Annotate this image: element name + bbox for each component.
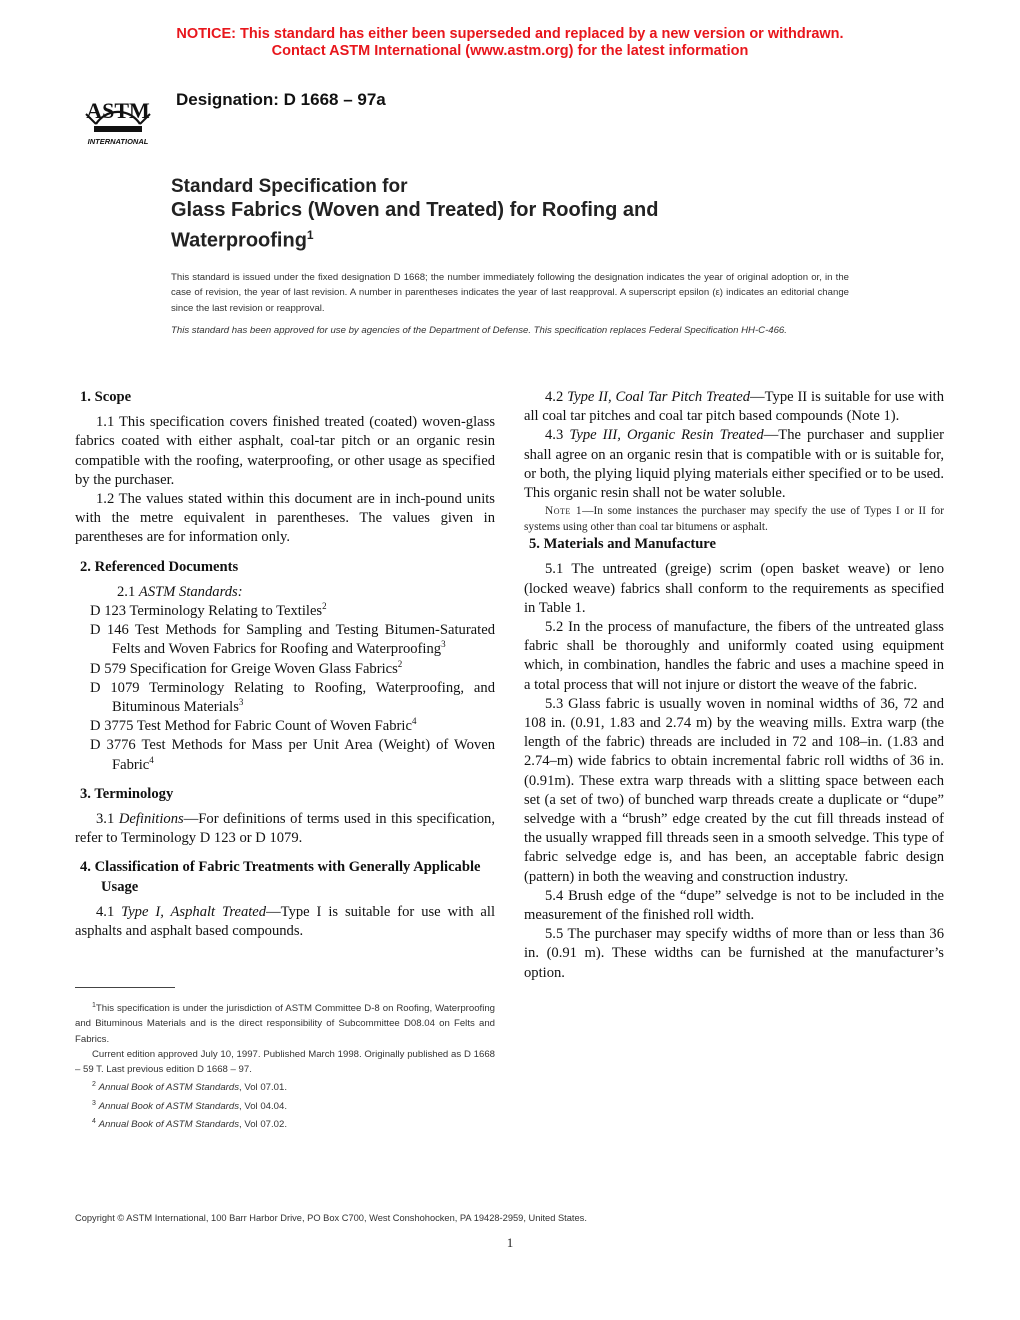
- copyright-notice: Copyright © ASTM International, 100 Barr Harbor Drive, PO Box C700, West Conshohocken, PA 19428-2959, United States.: [75, 1213, 587, 1223]
- paragraph-3-1: 3.1 Definitions—For definitions of terms used in this specification, refer to Terminology D 123 or D 1079.: [75, 811, 495, 847]
- footnotes: [75, 998, 495, 1132]
- section-5-heading: 5. Materials and Manufacture: [529, 536, 716, 553]
- section-2-heading: 2. Referenced Documents: [80, 558, 239, 575]
- note-1: Note 1—In some instances the purchaser may specify the use of Types I or II for systems using other than coal tar bitumens or asphalt.: [524, 505, 945, 534]
- paragraph-1-1: 1.1 This specification covers finished treated (coated) woven-glass fabrics coated with either asphalt, coal-tar pitch or an organic resin compatible with the roofing, waterproofing, or other usage as specified by the purchaser.: [75, 414, 495, 488]
- left-column: [75, 388, 495, 941]
- withdrawal-notice: [0, 26, 1020, 60]
- section-4-heading: 4. Classification of Fabric Treatments with Generally Applicable Usage: [80, 859, 481, 895]
- ref-d123: D 123 Terminology Relating to Textiles$^2$: [90, 601, 327, 620]
- footnote-1: $^1$This specification is under the jurisdiction of ASTM Committee D-8 on Roofing, Waterproofing and Bituminous Materials and is the direct responsibility of Subcommittee D08.04 on Felts and Fabrics.: [75, 1002, 495, 1045]
- paragraph-4-3: 4.3 Type III, Organic Resin Treated—The purchaser and supplier shall agree on an organic resin that is compatible with or is suitable for, or both, the plying liquid plying materials either specified or to be used. This organic resin shall not be water soluble.: [524, 427, 944, 502]
- document-title: [171, 175, 891, 254]
- title-footnote-mark: 1: [306, 228, 314, 242]
- logo-subtext: INTERNATIONAL: [87, 137, 149, 146]
- footnote-4: $^4$ Annual Book of ASTM Standards, Vol 07.02.: [92, 1117, 288, 1131]
- title-line-1: Standard Specification for: [171, 176, 408, 197]
- ref-d3775: D 3775 Test Method for Fabric Count of Woven Fabric$^4$: [90, 716, 417, 735]
- paragraph-1-2: 1.2 The values stated within this document are in inch-pound units with the metre equivalent in parentheses. The values given in parentheses are for information only.: [75, 491, 495, 546]
- ref-d1079: D 1079 Terminology Relating to Roofing, Waterproofing, and Bituminous Materials$^3$: [90, 679, 495, 716]
- footnote-divider: [75, 987, 175, 988]
- page-number: 1: [506, 1235, 514, 1250]
- paragraph-5-5: 5.5 The purchaser may specify widths of more than or less than 36 in. (0.91 m). These widths can be furnished at the manufacturer’s option.: [524, 926, 944, 981]
- footnote-3: $^3$ Annual Book of ASTM Standards, Vol 04.04.: [92, 1099, 288, 1112]
- paragraph-2-1: 2.1 ASTM Standards:: [117, 583, 243, 600]
- intro-designation-note: This standard is issued under the fixed designation D 1668; the number immediately following the designation indicates the year of original adoption or, in the case of revision, the year of last revision. A number in parentheses indicates the year of last reapproval. A superscript epsilon (ε) indicates an editorial change since the last revision or reapproval.: [171, 272, 849, 314]
- footnote-2: $^2$ Annual Book of ASTM Standards, Vol 07.01.: [92, 1081, 288, 1094]
- notice-line-1: NOTICE: This standard has either been superseded and replaced by a new version or withdrawn.: [176, 26, 844, 42]
- astm-logo: [76, 80, 160, 148]
- designation: Designation: D 1668 – 97a: [176, 90, 386, 109]
- paragraph-4-1: 4.1 Type I, Asphalt Treated—Type I is suitable for use with all asphalts and asphalt based compounds.: [75, 903, 495, 940]
- paragraph-4-2: 4.2 Type II, Coal Tar Pitch Treated—Type II is suitable for use with all coal tar pitches and coal tar pitch based compounds (Note 1).: [524, 389, 944, 425]
- ref-d146: D 146 Test Methods for Sampling and Testing Bitumen-Saturated Felts and Woven Fabrics for Roofing and Waterproofing$^3$: [90, 622, 495, 658]
- title-line-2: Glass Fabrics (Woven and Treated) for Roofing and: [171, 199, 659, 221]
- notice-line-2: Contact ASTM International (www.astm.org) for the latest information: [271, 43, 749, 59]
- logo-text: ASTM: [86, 98, 150, 123]
- right-column: [524, 388, 944, 983]
- paragraph-5-3: 5.3 Glass fabric is usually woven in nominal widths of 36, 72 and 108 in. (0.91, 1.83 and 2.74 m) by the weaving mills. Extra warp (the length of the fabric) threads are included in 72 and 108–in. (1.83 and 2.74–m) wide fabrics to obtain incremental fabric roll widths of 36 in. (0.91m). These extra warp threads with a slitting space between each set (a set of two) of bunched warp threads create a duplicate or “dupe” selvedge with a “brush” edge created by the cut fill threads instead of the usually wrapped fill threads seen in a smooth selvedge. This type of fabric selvedge edge is, and has been, an acceptable fabric design (pattern) in both the weaving and construction industry.: [524, 695, 944, 885]
- paragraph-5-4: 5.4 Brush edge of the “dupe” selvedge is not to be included in the measurement of the finished roll width.: [524, 887, 944, 924]
- title-line-3: Waterproofing: [171, 229, 307, 252]
- standard-intro: [171, 270, 849, 346]
- ref-d579: D 579 Specification for Greige Woven Glass Fabrics$^2$: [90, 658, 403, 677]
- section-3-heading: 3. Terminology: [80, 785, 174, 802]
- paragraph-5-2: 5.2 In the process of manufacture, the fibers of the untreated glass fabric shall be thoroughly and uniformly coated using equipment which, in combination, handles the fabric and uses a machine speed in a total process that will not injure or distort the weave of the fabric.: [524, 619, 944, 693]
- footnote-1-edition: Current edition approved July 10, 1997. Published March 1998. Originally published as D 1668 – 59 T. Last previous edition D 1668 – 97.: [75, 1048, 495, 1075]
- paragraph-5-1: 5.1 The untreated (greige) scrim (open basket weave) or leno (locked weave) fabrics shall conform to the requirements as specified in Table 1.: [524, 561, 944, 616]
- section-1-heading: 1. Scope: [80, 389, 132, 405]
- ref-d3776: D 3776 Test Methods for Mass per Unit Area (Weight) of Woven Fabric$^4$: [90, 737, 495, 773]
- intro-dod-approval: This standard has been approved for use by agencies of the Department of Defense. This specification replaces Federal Specification HH-C-466.: [171, 325, 787, 337]
